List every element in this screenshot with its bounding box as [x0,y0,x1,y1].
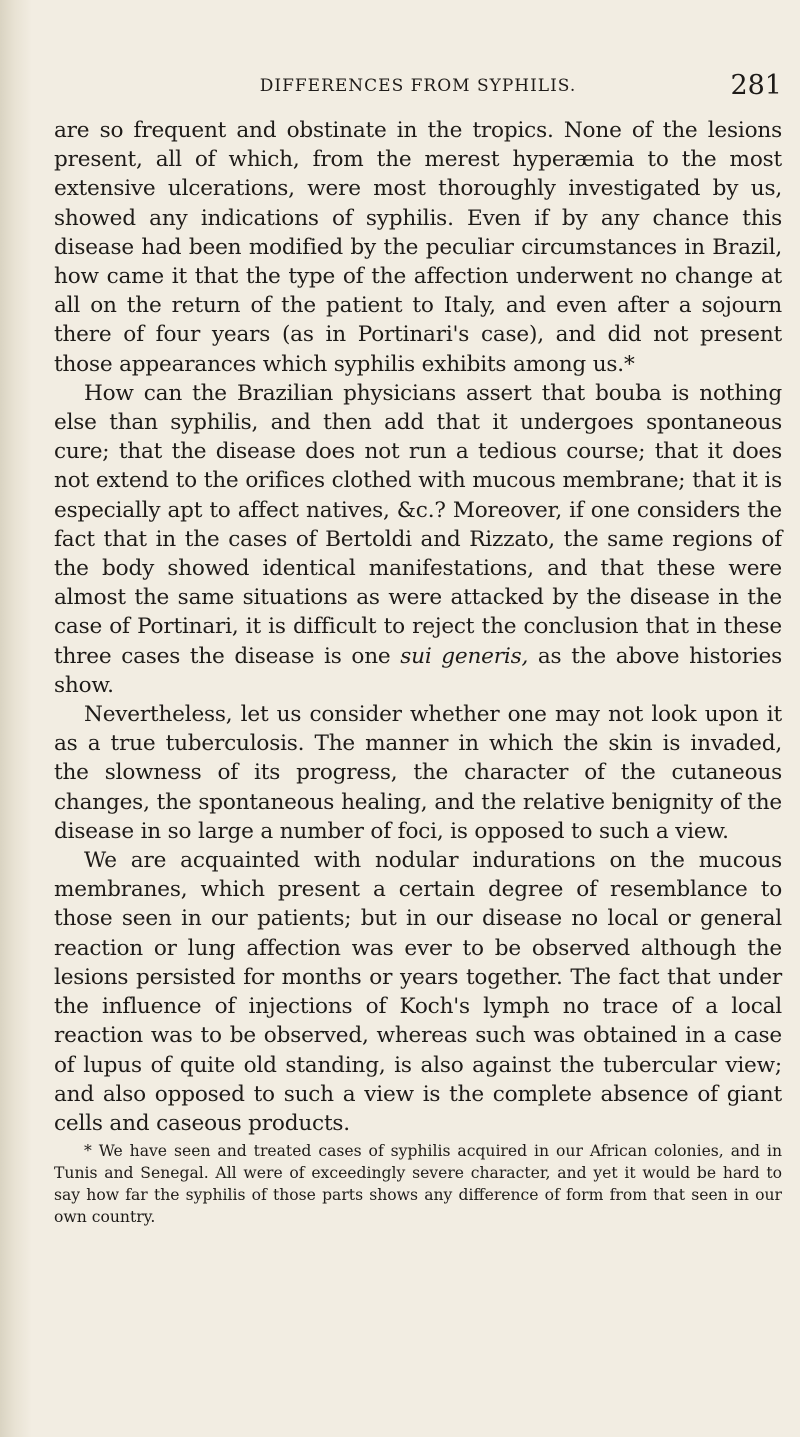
book-page [54,70,782,1410]
page-binding-shadow [0,0,32,1437]
paragraph-nodular-indurations: We are acquainted with nodular indurations on the mucous membranes, which present a certain degree of resemblance to those seen in our patients; but in our disease no local or general reaction or lung affection was ever to be observed although the lesions persisted for months or years together. The fact that under the influence of injections of Koch's lymph no trace of a local reaction was to be observed, whereas such was obtained in a case of lupus of quite old standing, is also against the tubercular view; and also opposed to such a view is the complete absence of giant cells and caseous products. [54,848,782,1136]
page-number: 281 [730,70,782,101]
footnote: * We have seen and treated cases of syphilis acquired in our African colonies, and in Tunis and Senegal. All were of exceedingly severe character, and yet it would be hard to say how far the syphilis of those parts shows any difference of form from that seen in our own country. [54,1142,782,1227]
paragraph-brazilian-physicians [54,379,782,700]
paragraph-text: as the above histories show. [54,643,782,698]
body-text [54,116,782,1138]
running-head [54,70,782,116]
paragraph-continuation: are so frequent and obstinate in the tropics. None of the lesions present, all of which, from the merest hyperæmia to the most extensive ulcerations, were most thoroughly investigated by us, showed any indications of syphilis. Even if by any chance this disease had been modified by the peculiar circumstances in Brazil, how came it that the type of the affection underwent no change at all on the return of the patient to Italy, and even after a sojourn there of four years (as in Portinari's case), and did not present those appearances which syphilis exhibits among us.* [54,118,782,377]
italic-phrase-sui-generis: sui generis, [400,643,529,669]
paragraph-tuberculosis: Nevertheless, let us consider whether one may not look upon it as a true tuberculosis. The manner in which the skin is invaded, the slowness of its progress, the character of the cutaneous changes, the spontaneous healing, and the relative benignity of the disease in so large a number of foci, is opposed to such a view. [54,702,782,844]
running-head-title: DIFFERENCES FROM SYPHILIS. [259,76,577,96]
paragraph-text: How can the Brazilian physicians assert that bouba is nothing else than syphilis, and then add that it undergoes spontaneous cure; that the disease does not run a tedious course; that it does not extend to the orifices clothed with mucous membrane; that it is especially apt to affect natives, &c.? Moreover, if one considers the fact that in the cases of Bertoldi and Rizzato, the same regions of the body showed identical manifestations, and that these were almost the same situations as were attacked by the disease in the case of Portinari, it is difficult to reject the conclusion that in these three cases the disease is one [54,380,782,669]
